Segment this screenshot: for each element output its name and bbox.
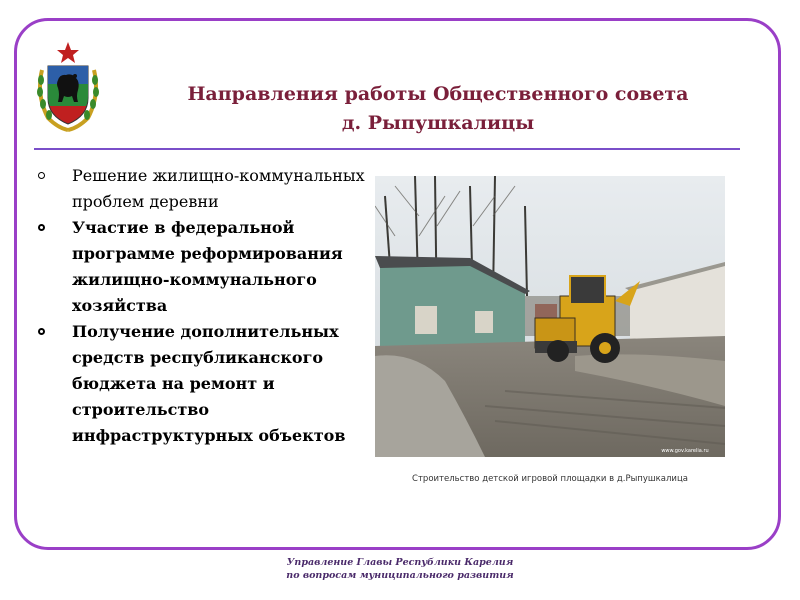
circle-bullet-icon <box>38 224 45 231</box>
bullet-list <box>28 163 368 449</box>
title-line-1: Направления работы Общественного совета <box>187 83 689 105</box>
bullet-text: Решение жилищно-коммунальных проблем деревни <box>72 166 365 211</box>
photo-caption: Строительство детской игровой площадки в д.Рыпушкалица <box>412 474 688 484</box>
title-divider <box>34 148 740 150</box>
circle-bullet-icon <box>38 328 45 335</box>
construction-site-photo <box>375 176 725 457</box>
circle-bullet-icon <box>38 172 45 179</box>
bullet-item <box>28 163 368 215</box>
bullet-text: Получение дополнительных средств республиканского бюджета на ремонт и строительство инфраструктурных объектов <box>72 322 346 445</box>
bullet-text: Участие в федеральной программе реформирования жилищно-коммунального хозяйства <box>72 218 343 315</box>
photo-watermark: www.gov.karelia.ru <box>661 448 709 454</box>
footer-line-2: по вопросам муниципального развития <box>286 570 514 581</box>
page-title <box>120 80 756 138</box>
karelia-coat-of-arms-icon <box>34 40 102 132</box>
bullet-item <box>28 319 368 449</box>
footer <box>200 556 600 582</box>
bullet-item <box>28 215 368 319</box>
footer-line-1: Управление Главы Республики Карелия <box>286 557 514 568</box>
title-line-2: д. Рыпушкалицы <box>341 112 535 134</box>
